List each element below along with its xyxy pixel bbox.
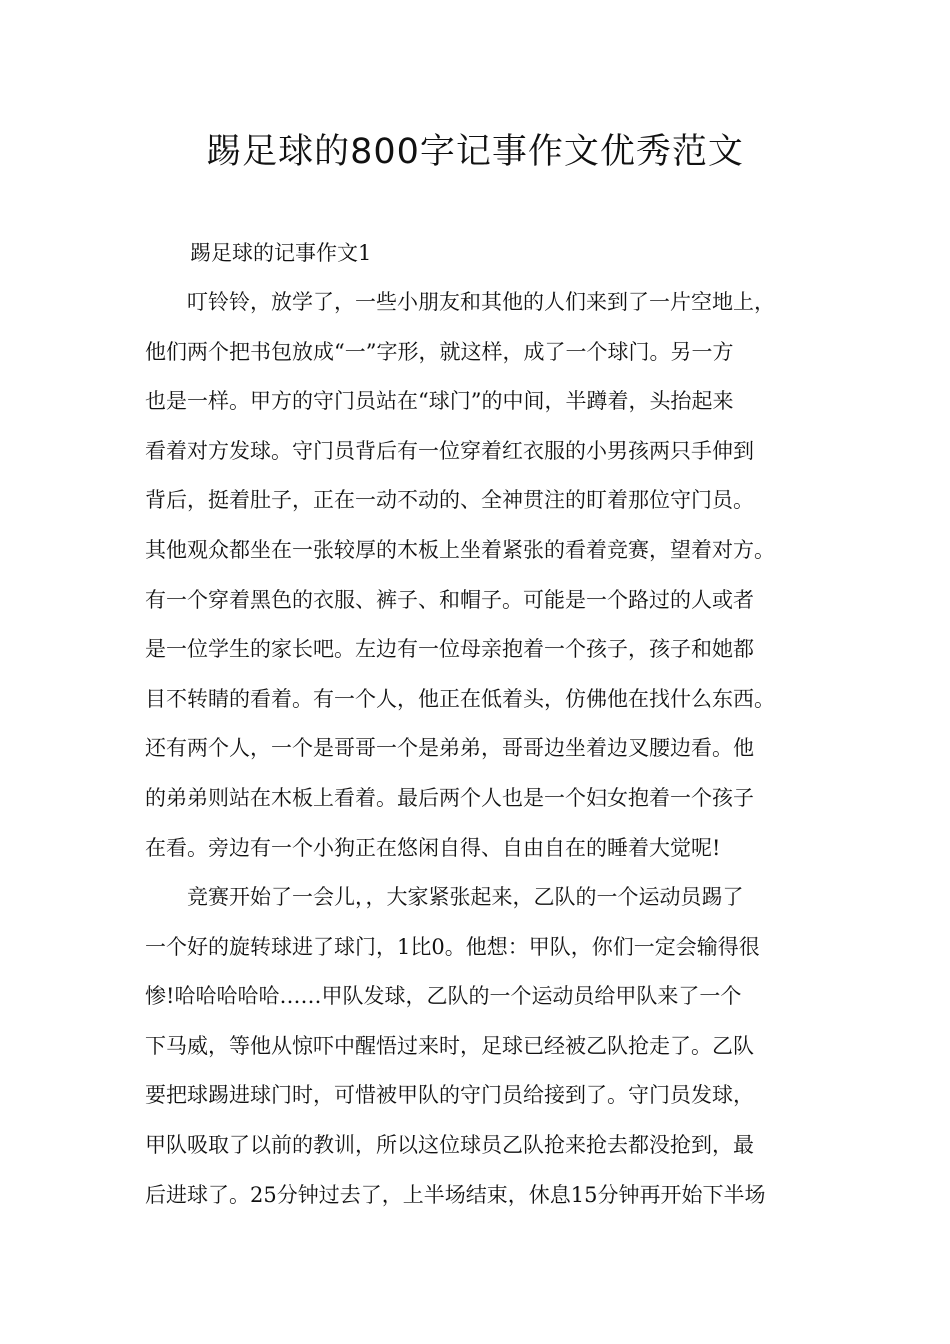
paragraph-1 bbox=[145, 278, 825, 873]
section-heading: 踢足球的记事作文1 bbox=[190, 241, 372, 265]
text-line: 看着对方发球。守门员背后有一位穿着红衣服的小男孩两只手伸到 bbox=[145, 438, 754, 463]
text-line: 背后，挺着肚子，正在一动不动的、全神贯注的盯着那位守门员。 bbox=[145, 488, 754, 513]
text-line: 是一位学生的家长吧。左边有一位母亲抱着一个孩子，孩子和她都 bbox=[145, 637, 754, 662]
text-line: 竞赛开始了一会儿，，大家紧张起来，乙队的一个运动员踢了 bbox=[145, 885, 744, 909]
text-line: 后进球了。25分钟过去了，上半场结束，休息15分钟再开始下半场 bbox=[145, 1182, 766, 1207]
document-title: 踢足球的800字记事作文优秀范文 bbox=[206, 132, 744, 172]
text-line: 叮铃铃，放学了，一些小朋友和其他的人们来到了一片空地上， bbox=[145, 290, 775, 314]
text-line: 也是一样。甲方的守门员站在“球门”的中间，半蹲着，头抬起来 bbox=[145, 389, 734, 414]
text-line: 其他观众都坐在一张较厚的木板上坐着紧张的看着竞赛，望着对方。 bbox=[145, 537, 775, 562]
text-line: 目不转睛的看着。有一个人，他正在低着头，仿佛他在找什么东西。 bbox=[145, 686, 775, 711]
text-line: 一个好的旋转球进了球门，1比0。他想：甲队，你们一定会输得很 bbox=[145, 934, 760, 959]
text-line: 下马威，等他从惊吓中醒悟过来时，足球已经被乙队抢走了。乙队 bbox=[145, 1033, 754, 1058]
text-line: 还有两个人，一个是哥哥一个是弟弟，哥哥边坐着边叉腰边看。他 bbox=[145, 736, 754, 761]
text-line: 在看。旁边有一个小狗正在悠闲自得、自由自在的睡着大觉呢! bbox=[145, 835, 721, 860]
text-line: 的弟弟则站在木板上看着。最后两个人也是一个妇女抱着一个孩子 bbox=[145, 785, 754, 810]
text-line: 有一个穿着黑色的衣服、裤子、和帽子。可能是一个路过的人或者 bbox=[145, 587, 754, 612]
text-line: 要把球踢进球门时，可惜被甲队的守门员给接到了。守门员发球， bbox=[145, 1083, 754, 1108]
text-line: 惨!哈哈哈哈哈……甲队发球，乙队的一个运动员给甲队来了一个 bbox=[145, 984, 742, 1009]
text-line: 甲队吸取了以前的教训，所以这位球员乙队抢来抢去都没抢到，最 bbox=[145, 1132, 754, 1157]
text-line: 他们两个把书包放成“一”字形，就这样，成了一个球门。另一方 bbox=[145, 339, 734, 364]
paragraph-2 bbox=[145, 873, 825, 1220]
